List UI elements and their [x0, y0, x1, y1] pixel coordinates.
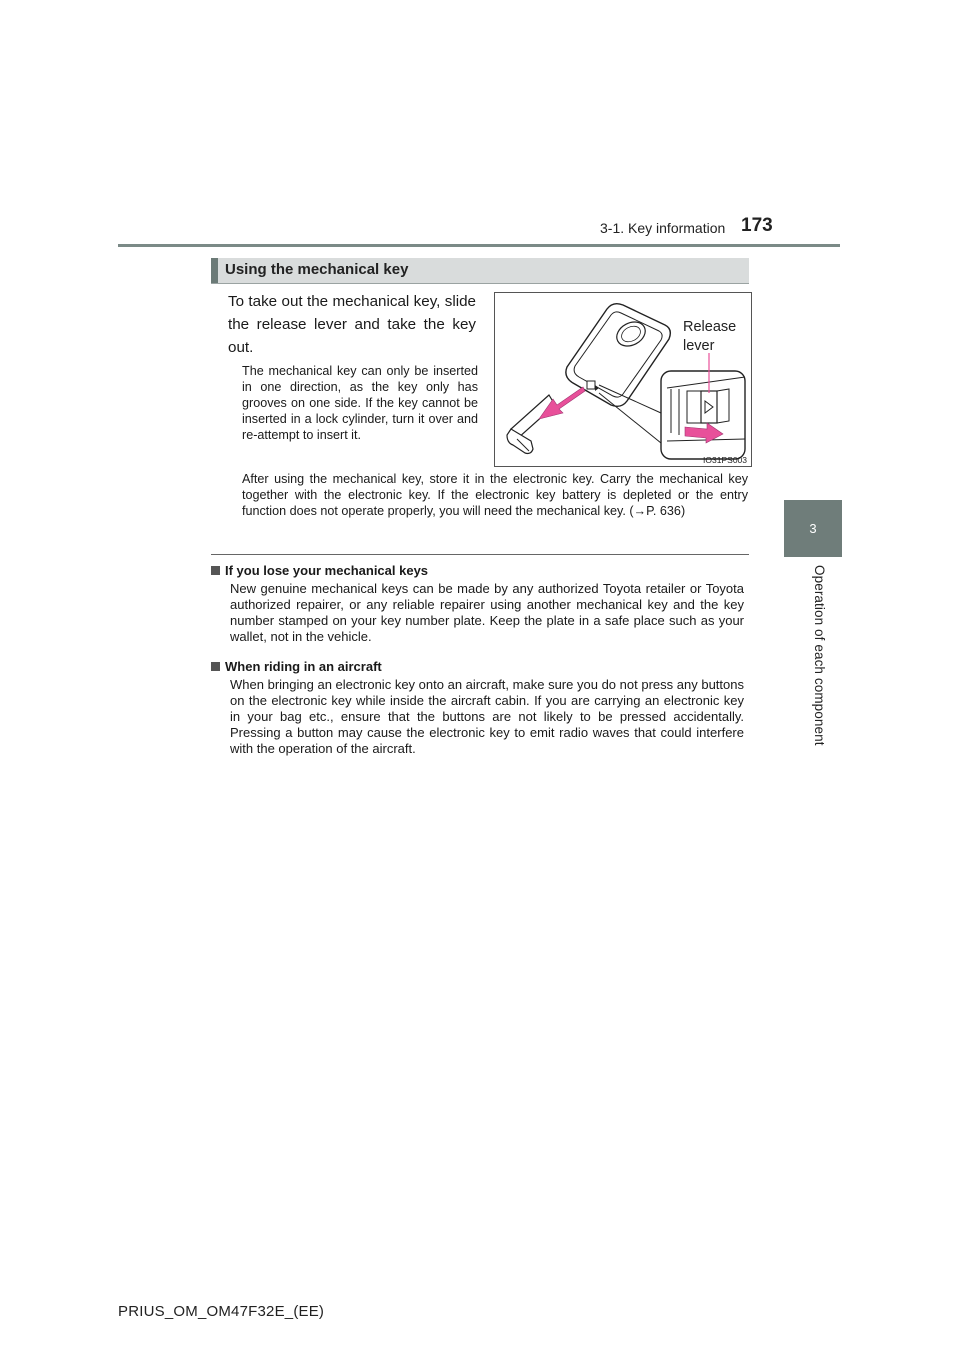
- header-rule: [118, 244, 840, 247]
- callout-label-line1: Release: [683, 319, 737, 335]
- section-title-underline: [211, 283, 749, 284]
- info-text: New genuine mechanical keys can be made by any authorized Toyota retailer or Toyota authorized repairer, or any reliable repairer using another mechanical key and the key number stamped on your key number plate. Keep the plate in a safe place such as your wallet, not in the vehicle.: [230, 581, 744, 644]
- instruction-after: After using the mechanical key, store it in the electronic key. Carry the mechanical key together with the electronic key. If the electronic key battery is depleted or the entry function does not operate properly, you will need the mechanical key. (→P. 636): [242, 472, 748, 518]
- zoom-line-bottom: [599, 393, 661, 443]
- section-end-rule: [211, 554, 749, 555]
- chapter-title-text: Operation of each component: [812, 565, 827, 746]
- chapter-title: [797, 565, 837, 765]
- key-illustration-svg: [495, 293, 751, 466]
- info-block-lost-keys: [211, 563, 744, 645]
- info-heading: [211, 563, 744, 578]
- figure-code: IO31PS003: [703, 455, 747, 465]
- key-illustration: [494, 292, 752, 467]
- fob-lever: [587, 381, 595, 389]
- info-heading-text: When riding in an aircraft: [225, 659, 382, 674]
- info-heading-text: If you lose your mechanical keys: [225, 563, 429, 578]
- section-title: Using the mechanical key: [225, 261, 409, 278]
- info-text: When bringing an electronic key onto an aircraft, make sure you do not press any buttons on the electronic key while inside the aircraft cabin. If you are carrying an electronic key in your bag etc., ensure that the buttons are not likely to be pressed accidentally. Pressing a button may cause the electronic key to emit radio waves that could interfere with the operation of the aircraft.: [230, 677, 744, 756]
- instruction-lead: To take out the mechanical key, slide the release lever and take the key out.: [228, 293, 476, 356]
- instruction-note: The mechanical key can only be inserted in one direction, as the key only has grooves on one side. If the key cannot be inserted in a lock cylinder, turn it over and re-attempt to insert it.: [242, 364, 478, 442]
- page-number: 173: [741, 215, 773, 236]
- info-block-aircraft: [211, 659, 744, 757]
- section-title-accent: [211, 258, 218, 283]
- inset-slot: [687, 391, 701, 423]
- square-bullet-icon: [211, 662, 220, 671]
- document-code: PRIUS_OM_OM47F32E_(EE): [118, 1303, 325, 1320]
- square-bullet-icon: [211, 566, 220, 575]
- info-heading: [211, 659, 744, 674]
- chapter-number: 3: [809, 521, 817, 536]
- section-breadcrumb: 3-1. Key information: [600, 220, 726, 236]
- callout-label-line2: lever: [683, 338, 715, 354]
